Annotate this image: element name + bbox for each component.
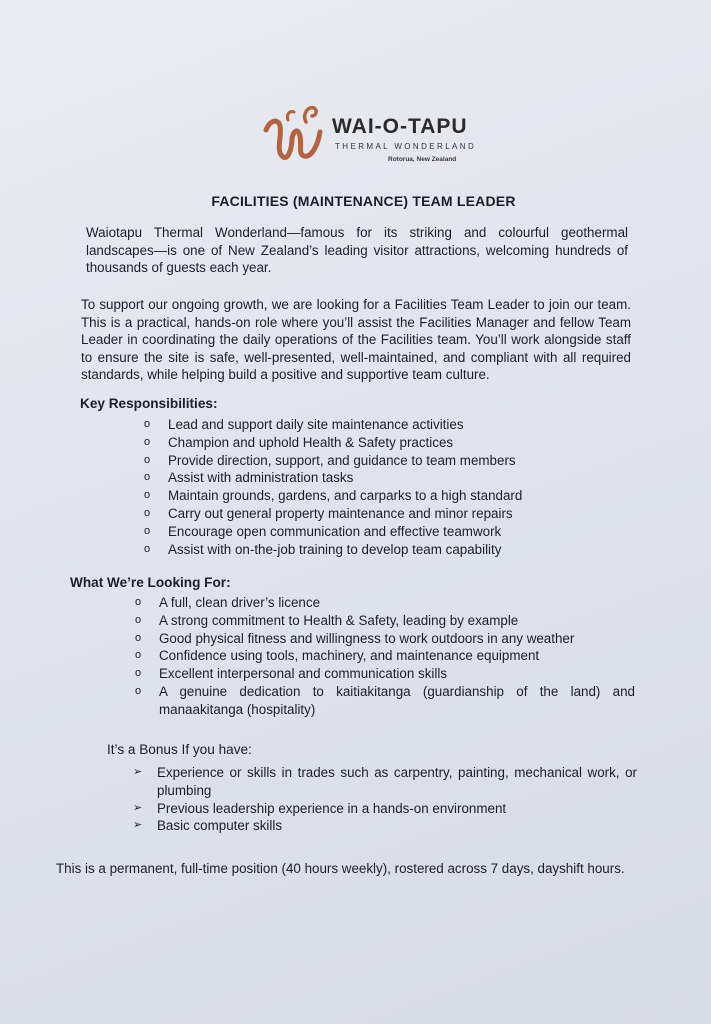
intro-paragraph: Waiotapu Thermal Wonderland—famous for its striking and colourful geothermal landscapes—is one of New Zealand’s leading visitor attractions, welcoming hundreds of thousands of guests each year. [86,225,628,275]
circle-bullet-icon: o [144,489,151,502]
list-item: o Lead and support daily site maintenance activities [144,417,464,432]
arrow-bullet-icon: ➢ [133,801,143,814]
circle-bullet-icon: o [135,613,142,626]
circle-bullet-icon: o [144,471,151,484]
circle-bullet-icon: o [135,596,142,608]
list-item: o A strong commitment to Health & Safety, leading by example [135,612,519,628]
list-item: o Encourage open communication and effective teamwork [144,523,502,539]
logo-name: WAI-O-TAPU [332,115,468,138]
company-logo [262,100,477,190]
list-item: o Champion and uphold Health & Safety practices [144,434,454,450]
list-item: o Confidence using tools, machinery, and maintenance equipment [135,648,540,664]
circle-bullet-icon: o [144,524,151,537]
list-item: o Excellent interpersonal and communication skills [135,666,448,682]
list-item: ➢ Previous leadership experience in a hands-on environment [133,800,507,816]
list-item: o Good physical fitness and willingness to work outdoors in any weather [135,630,575,646]
list-item: ➢ Basic computer skills [133,818,283,834]
circle-bullet-icon: o [144,453,151,466]
bonus-list [133,764,637,835]
list-item: o A genuine dedication to kaitiakitanga (guardianship of the land) and manaakitanga (hospitality) [135,683,635,717]
closing-paragraph: This is a permanent, full-time position (40 hours weekly), rostered across 7 days, dayshift hours. [56,861,625,876]
list-item: o Assist with on-the-job training to develop team capability [144,541,502,557]
list-item: o A full, clean driver’s licence [135,595,321,610]
circle-bullet-icon: o [135,631,142,644]
arrow-bullet-icon: ➢ [133,766,143,778]
bonus-heading: It’s a Bonus If you have: [107,742,252,757]
circle-bullet-icon: o [144,506,151,519]
logo-subtitle: THERMAL WONDERLAND [335,142,477,151]
circle-bullet-icon: o [144,542,151,555]
list-item: o Maintain grounds, gardens, and carparks to a high standard [144,488,523,504]
steam-swirl-icon [262,100,330,166]
responsibilities-list [144,416,574,558]
looking-for-heading: What We’re Looking For: [70,575,231,590]
looking-for-list [135,594,635,719]
responsibilities-heading: Key Responsibilities: [80,396,218,411]
arrow-bullet-icon: ➢ [133,819,143,832]
logo-location: Rotorua, New Zealand [388,156,457,163]
circle-bullet-icon: o [135,684,142,697]
circle-bullet-icon: o [135,649,142,662]
circle-bullet-icon: o [144,418,151,430]
list-item: o Provide direction, support, and guidance to team members [144,452,516,468]
circle-bullet-icon: o [135,667,142,680]
list-item: o Carry out general property maintenance and minor repairs [144,505,513,521]
role-paragraph: To support our ongoing growth, we are looking for a Facilities Team Leader to join our team. This is a practical, hands-on role where you’ll assist the Facilities Manager and fellow Team Leader in coordinating the daily operations of the Facilities team. You’ll work alongside staff to ensure the site is safe, well-presented, well-maintained, and compliant with all required standards, while helping build a positive and supportive team culture. [81,297,631,382]
list-item: o Assist with administration tasks [144,470,354,486]
job-title: FACILITIES (MAINTENANCE) TEAM LEADER [211,193,516,209]
circle-bullet-icon: o [144,435,151,448]
list-item: ➢ Experience or skills in trades such as carpentry, painting, mechanical work, or plumbing [133,765,637,798]
